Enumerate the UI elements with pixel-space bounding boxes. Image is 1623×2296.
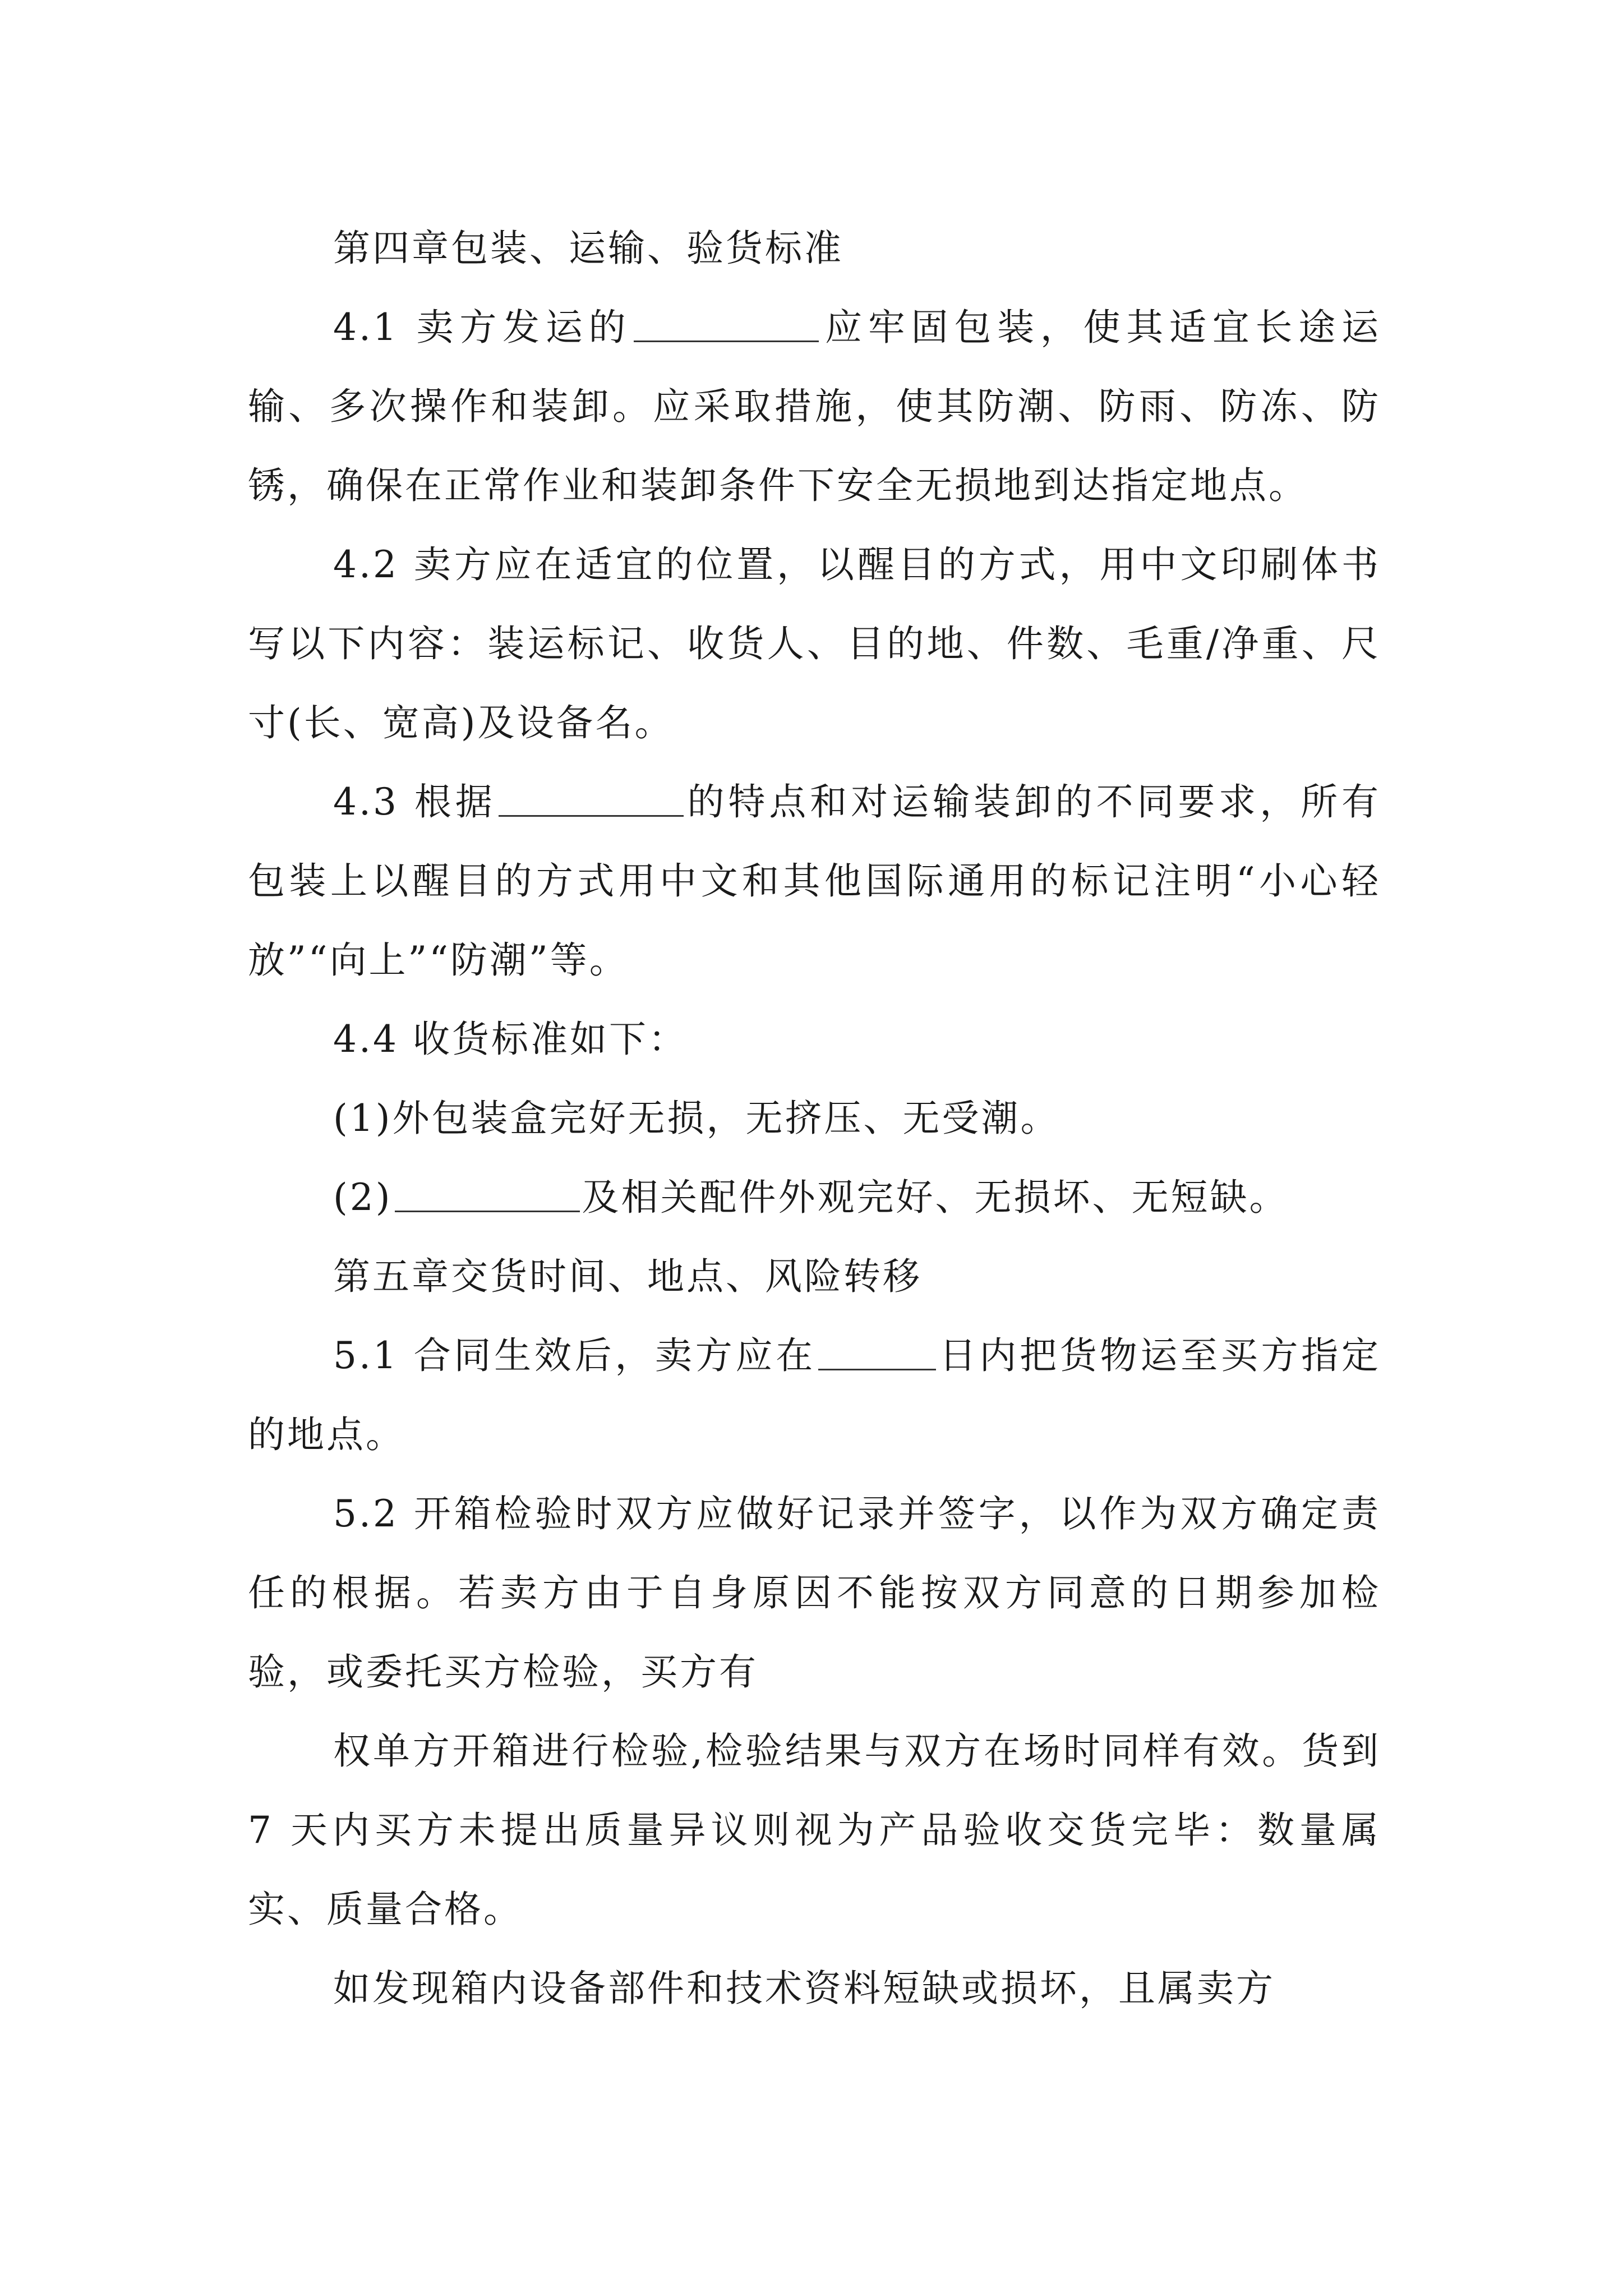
clause-4-1-start: 4.1 卖方发运的: [333, 306, 632, 349]
clause-4-2: 4.2 卖方应在适宜的位置，以醒目的方式，用中文印刷体书写以下内容：装运标记、收货人、目的地、件数、毛重/净重、尺寸(长、宽高)及设备名。: [248, 543, 1381, 744]
clause-4-3-start: 4.3 根据: [333, 780, 496, 823]
clause-4-1: [248, 288, 1381, 525]
list-item-2: [248, 1158, 1381, 1237]
list-item-2-text: 及相关配件外观完好、无损坏、无短缺。: [582, 1176, 1289, 1219]
fill-blank-goods: [634, 307, 819, 342]
clause-5-2-continued: 权单方开箱进行检验,检验结果与双方在场时同样有效。货到 7 天内买方未提出质量异议则视为产品验收交货完毕：数量属实、质量合格。: [248, 1729, 1381, 1931]
clause-5-1-end: 日内把货物运至买方指定的地点。: [248, 1334, 1381, 1456]
clause-last: 如发现箱内设备部件和技术资料短缺或损坏，且属卖方: [333, 1967, 1275, 2010]
clause-4-4: 4.4 收货标准如下：: [333, 1018, 688, 1061]
clause-4-3: [248, 762, 1381, 1000]
fill-blank-goods-type: [499, 781, 684, 817]
clause-4-1-end: 应牢固包装，使其适宜长途运输、多次操作和装卸。应采取措施，使其防潮、防雨、防冻、防锈，确保在正常作业和装卸条件下安全无损地到达指定地点。: [248, 306, 1381, 507]
list-item-1: (1)外包装盒完好无损，无挤压、无受潮。: [333, 1097, 1060, 1140]
document-body: [248, 209, 1381, 2028]
clause-5-2: 5.2 开箱检验时双方应做好记录并签字，以作为双方确定责任的根据。若卖方由于自身原因不能按双方同意的日期参加检验，或委托买方检验，买方有: [248, 1492, 1381, 1694]
clause-5-1-start: 5.1 合同生效后，卖方应在: [333, 1334, 816, 1377]
clause-4-3-end: 的特点和对运输装卸的不同要求，所有包装上以醒目的方式用中文和其他国际通用的标记注明“小心轻放”“向上”“防潮”等。: [248, 780, 1381, 982]
chapter-4-title: 第四章包装、运输、验货标准: [333, 227, 843, 270]
chapter-5-title: 第五章交货时间、地点、风险转移: [333, 1255, 922, 1298]
fill-blank-days: [818, 1335, 936, 1370]
list-item-2-number: (2): [333, 1176, 393, 1219]
fill-blank-equipment: [395, 1177, 580, 1212]
clause-5-1: [248, 1316, 1381, 1474]
